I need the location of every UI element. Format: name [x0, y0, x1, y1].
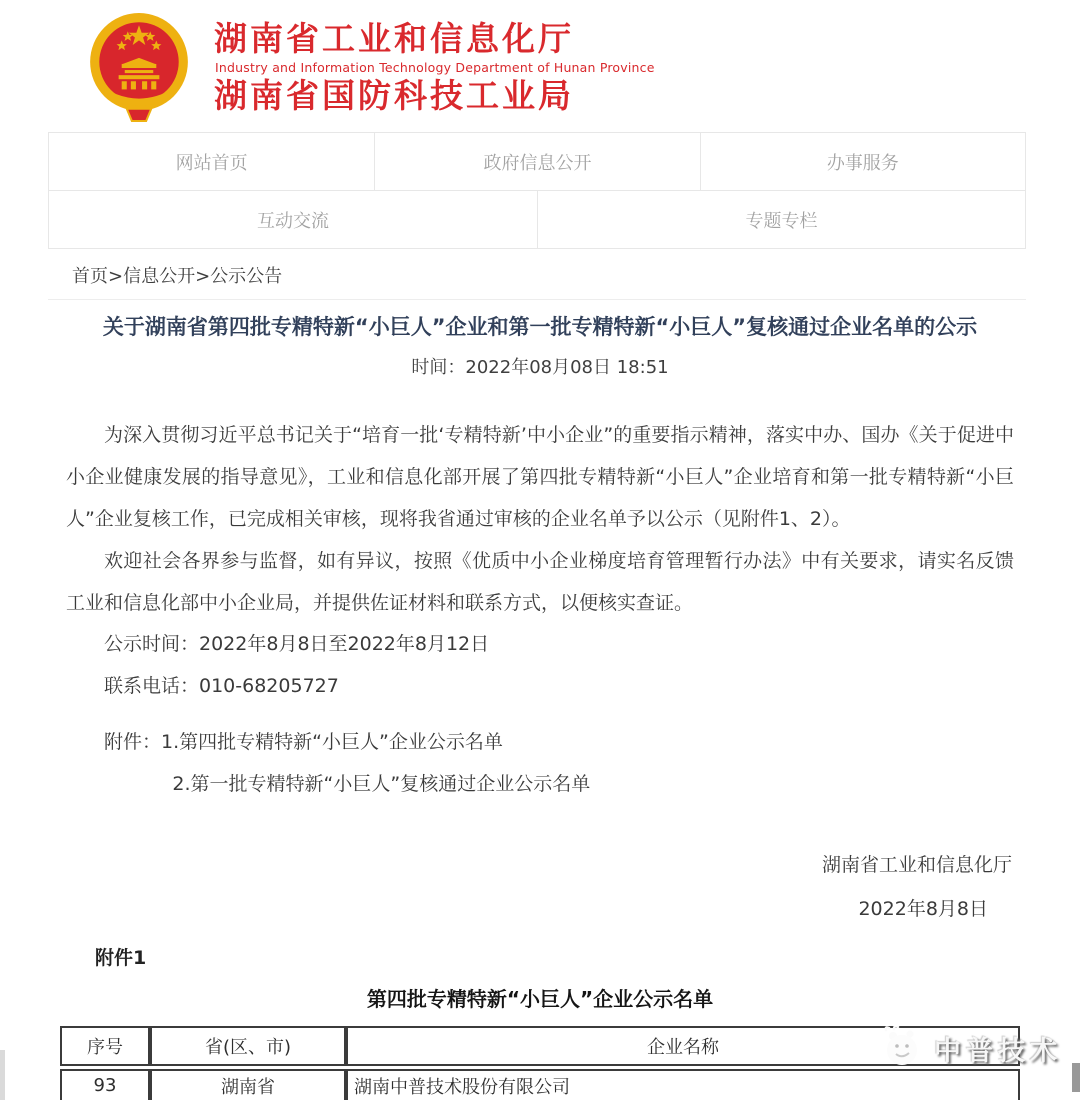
scan-edge-left	[0, 1050, 5, 1100]
signature-date: 2022年8月8日	[858, 897, 988, 920]
attachment-line-2	[66, 764, 1014, 806]
attachment-link-1[interactable]: 1.第四批专精特新“小巨人”企业公示名单	[161, 730, 503, 753]
cell-province: 湖南省	[150, 1069, 346, 1100]
publish-time: 时间：2022年08月08日 18:51	[411, 357, 669, 379]
nav-item-home[interactable]: 网站首页	[175, 152, 248, 174]
breadcrumb-bar	[48, 249, 1026, 300]
annex-table-title: 第四批专精特新“小巨人”企业公示名单	[366, 986, 714, 1011]
nav-item-gov-info[interactable]: 政府信息公开	[374, 133, 699, 190]
annex-table	[60, 1023, 1020, 1100]
cell-seq: 93	[60, 1069, 150, 1100]
publicity-period: 公示时间：2022年8月8日至2022年8月12日	[104, 633, 490, 656]
org-title-block	[214, 20, 655, 115]
signature-block	[0, 850, 1012, 921]
nav-item-special-topics[interactable]: 专题专栏	[537, 191, 1025, 248]
cell-company: 湖南中普技术股份有限公司	[346, 1069, 1020, 1100]
main-nav	[48, 132, 1026, 249]
annex-label: 附件1	[95, 946, 147, 969]
breadcrumb[interactable]: 首页>信息公开>公示公告	[72, 266, 283, 287]
signature-org: 湖南省工业和信息化厅	[821, 853, 1012, 876]
article-paragraph-1: 为深入贯彻习近平总书记关于“培育一批‘专精特新’中小企业”的重要指示精神，落实中办、国办《关于促进中小企业健康发展的指导意见》，工业和信息化部开展了第四批专精特新“小巨人”企业培育和第一批专精特新“小巨人”企业复核工作，已完成相关审核，现将我省通过审核的企业名单予以公示（见附件1、2）。	[66, 424, 1014, 530]
attachments-label: 附件：	[104, 730, 162, 753]
org-name-en: Industry and Information Technology Department of Hunan Province	[215, 59, 655, 75]
attachments-block	[66, 722, 1014, 806]
table-row	[60, 1069, 1020, 1100]
national-emblem-icon	[88, 11, 190, 123]
article-body	[66, 415, 1014, 708]
page-title: 关于湖南省第四批专精特新“小巨人”企业和第一批专精特新“小巨人”复核通过企业名单的公示	[102, 315, 978, 339]
article-paragraph-2: 欢迎社会各界参与监督，如有异议，按照《优质中小企业梯度培育管理暂行办法》中有关要求，请实名反馈工业和信息化部中小企业局，并提供佐证材料和联系方式，以便核实查证。	[66, 549, 1014, 614]
table-header-province: 省(区、市)	[150, 1026, 346, 1066]
table-header-company: 企业名称	[346, 1026, 1020, 1066]
table-header-row	[60, 1026, 1020, 1066]
scan-edge-right	[1072, 1063, 1080, 1092]
org-name-cn-2: 湖南省国防科技工业局	[214, 75, 574, 115]
nav-row-1	[49, 133, 1025, 190]
watermark-text: 中普技术	[934, 1035, 1062, 1067]
site-header	[0, 0, 1080, 126]
org-name-cn-1: 湖南省工业和信息化厅	[214, 18, 574, 58]
attachment-line-1	[66, 722, 1014, 764]
nav-item-interaction[interactable]: 互动交流	[257, 210, 329, 232]
contact-phone: 联系电话：010-68205727	[104, 675, 339, 698]
nav-item-services[interactable]: 办事服务	[700, 133, 1025, 190]
nav-row-2	[49, 190, 1025, 248]
attachment-link-2[interactable]: 2.第一批专精特新“小巨人”复核通过企业公示名单	[172, 772, 591, 795]
table-header-seq: 序号	[60, 1026, 150, 1066]
